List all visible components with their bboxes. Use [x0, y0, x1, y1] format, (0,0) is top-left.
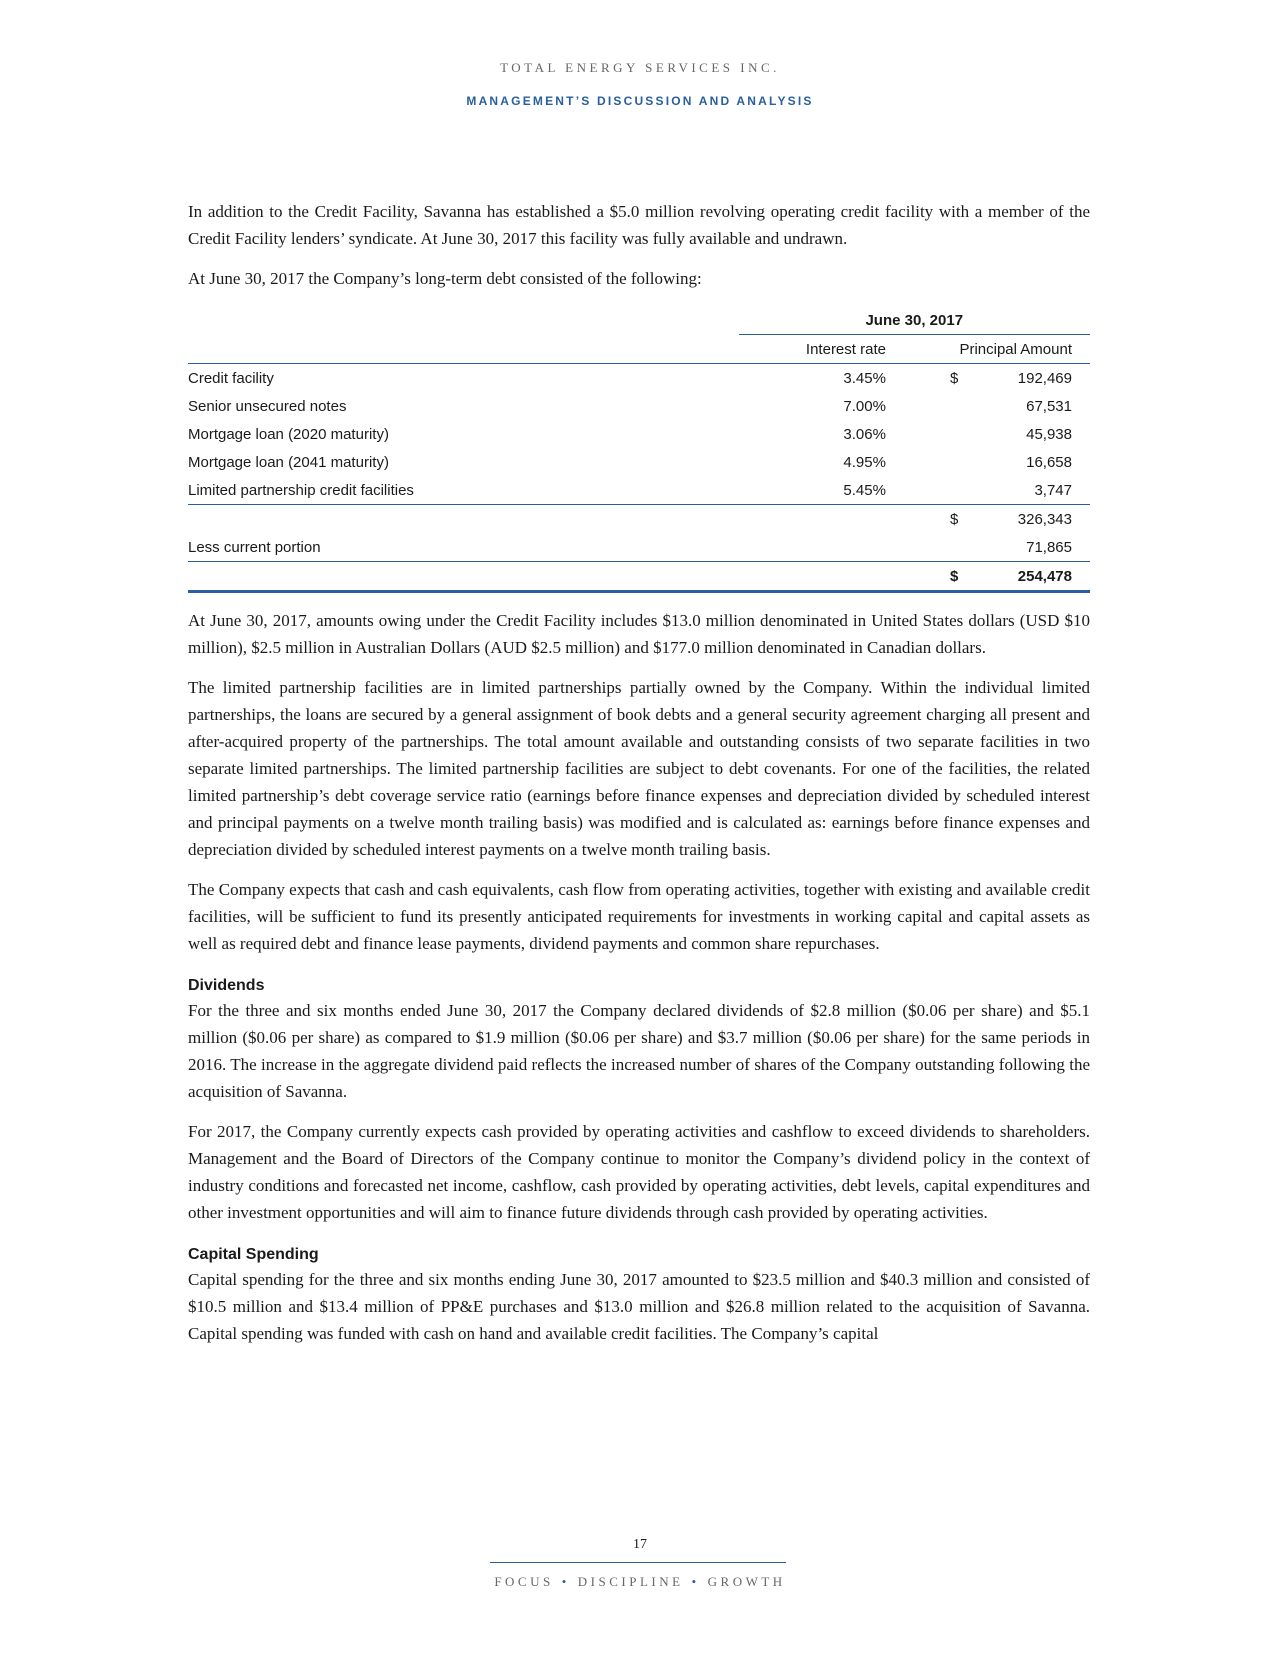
tagline-discipline: DISCIPLINE [577, 1574, 684, 1589]
currency-symbol: $ [949, 510, 959, 528]
table-row [188, 448, 1090, 476]
table-row [188, 476, 1090, 505]
table-column-headers [188, 335, 1090, 364]
less-current-portion-row [188, 533, 1090, 562]
tagline-growth: GROWTH [707, 1574, 786, 1589]
tagline-focus: FOCUS [494, 1574, 554, 1589]
amount-value: 192,469 [1017, 369, 1072, 387]
row-label: Less current portion [188, 533, 739, 562]
table-row [188, 364, 1090, 393]
footer-tagline [0, 1574, 1280, 1590]
company-name: TOTAL ENERGY SERVICES INC. [500, 60, 780, 75]
row-amount: 3,747 [898, 476, 1090, 505]
row-amount: 67,531 [1026, 397, 1072, 415]
heading-capital-spending: Capital Spending [188, 1246, 319, 1263]
total-row [188, 562, 1090, 592]
table-row [188, 420, 1090, 448]
row-label: Senior unsecured notes [188, 397, 347, 415]
row-label: Mortgage loan (2020 maturity) [188, 425, 389, 443]
paragraph-dividends: For the three and six months ended June 30, 2017 the Company declared dividends of $2.8 million ($0.06 per share) and $5.1 million ($0.06 per share) as compared to $1.9 million ($0.06 per share) and $3.7 million ($0.06 per share) for the same periods in 2016. The increase in the aggregate dividend paid reflects the increased number of shares of the Company outstanding following the acquisition of Savanna. [188, 1001, 1090, 1101]
paragraph-dividend-policy: For 2017, the Company currently expects cash provided by operating activities and cashflow to exceed dividends to shareholders. Management and the Board of Directors of the Company continue to monitor the Company’s dividend policy in the context of industry conditions and forecasted net income, cashflow, cash provided by operating activities, debt levels, capital expenditures and other investment opportunities and will aim to finance future dividends through cash provided by operating activities. [188, 1122, 1090, 1222]
amount-value: 254,478 [1017, 567, 1072, 585]
row-label: Mortgage loan (2041 maturity) [188, 453, 389, 471]
subtotal-amount [898, 505, 1090, 534]
heading-dividends: Dividends [188, 977, 265, 994]
table-row [188, 392, 1090, 420]
row-label: Credit facility [188, 369, 274, 387]
paragraph-liquidity: The Company expects that cash and cash equivalents, cash flow from operating activities, together with existing and available credit facilities, will be sufficient to fund its presently anticipated requirements for investments in working capital and capital assets as well as required debt and finance lease payments, dividend payments and common share repurchases. [188, 880, 1090, 953]
column-header-principal-amount: Principal Amount [898, 335, 1090, 364]
bullet-separator: • [561, 1574, 570, 1589]
page-number: 17 [633, 1537, 647, 1552]
currency-symbol: $ [949, 369, 959, 387]
row-amount: 16,658 [1026, 453, 1072, 471]
amount-value: 326,343 [1017, 510, 1072, 528]
row-rate: 3.06% [843, 425, 886, 443]
table-period-row [188, 306, 1090, 335]
paragraph-savanna-facility: In addition to the Credit Facility, Savanna has established a $5.0 million revolving operating credit facility with a member of the Credit Facility lenders’ syndicate. At June 30, 2017 this facility was fully available and undrawn. [188, 202, 1090, 248]
currency-symbol: $ [949, 567, 959, 585]
main-content [188, 198, 1090, 1360]
footer-divider [490, 1562, 786, 1563]
subtotal-row [188, 505, 1090, 534]
long-term-debt-table [188, 306, 1090, 593]
row-amount: 71,865 [898, 533, 1090, 562]
row-amount: 45,938 [1026, 425, 1072, 443]
row-amount [898, 364, 1090, 393]
paragraph-capital-spending: Capital spending for the three and six months ending June 30, 2017 amounted to $23.5 million and $40.3 million and consisted of $10.5 million and $13.4 million of PP&E purchases and $13.0 million and $26.8 million related to the acquisition of Savanna. Capital spending was funded with cash on hand and available credit facilities. The Company’s capital [188, 1270, 1090, 1343]
bullet-separator: • [691, 1574, 700, 1589]
paragraph-credit-currency: At June 30, 2017, amounts owing under the Credit Facility includes $13.0 million denominated in United States dollars (USD $10 million), $2.5 million in Australian Dollars (AUD $2.5 million) and $177.0 million denominated in Canadian dollars. [188, 611, 1090, 657]
column-header-interest-rate: Interest rate [739, 335, 898, 364]
row-rate: 5.45% [739, 476, 898, 505]
total-amount [898, 562, 1090, 592]
paragraph-debt-intro: At June 30, 2017 the Company’s long-term debt consisted of the following: [188, 269, 702, 288]
row-rate: 3.45% [843, 369, 886, 387]
row-rate: 7.00% [843, 397, 886, 415]
table-period-header: June 30, 2017 [739, 306, 1090, 335]
row-label: Limited partnership credit facilities [188, 476, 739, 505]
row-rate: 4.95% [843, 453, 886, 471]
section-title: MANAGEMENT’S DISCUSSION AND ANALYSIS [466, 94, 814, 108]
paragraph-limited-partnerships: The limited partnership facilities are in limited partnerships partially owned by the Company. Within the individual limited partnerships, the loans are secured by a general assignment of book debts and a general security agreement charging all present and after-acquired property of the partnerships. The total amount available and outstanding consists of two separate facilities in two separate limited partnerships. The limited partnership facilities are subject to debt covenants. For one of the facilities, the related limited partnership’s debt coverage service ratio (earnings before finance expenses and depreciation divided by scheduled interest and principal payments on a twelve month trailing basis) was modified and is calculated as: earnings before finance expenses and depreciation divided by scheduled interest payments on a twelve month trailing basis. [188, 678, 1090, 859]
